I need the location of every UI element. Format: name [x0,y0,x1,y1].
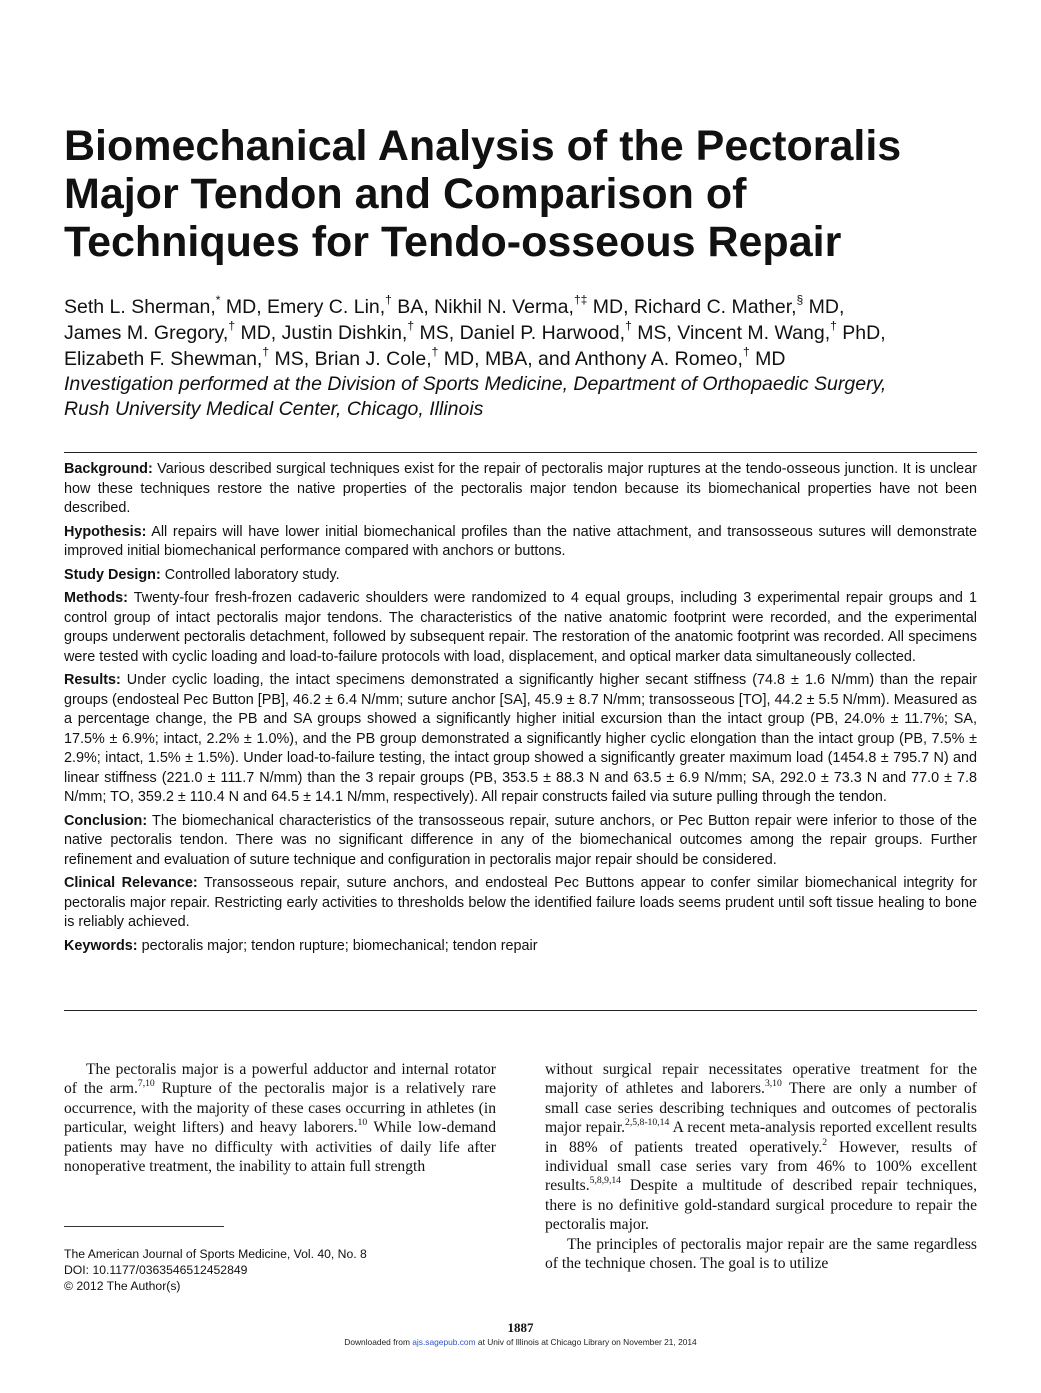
text-run: MS, Brian J. Cole, [269,348,432,370]
text-run: The pectoralis major is a powerful adductor and internal rotator of the arm. [64,1061,496,1098]
text-run: A recent meta-analysis reported excellent results in 88% of patients treated operatively. [545,1119,977,1156]
author-line [64,294,994,320]
superscript-marker: † [625,318,632,333]
affiliation [64,372,994,422]
abstract-section-text: Various described surgical techniques exist for the repair of pectoralis major ruptures at the tendo-osseous junction. It is unclear how these techniques restore the native properties of the pectoralis major tendon because its biomechanical properties have not been described. [64,461,977,516]
superscript-marker: † [228,318,236,333]
abstract-section-label: Study Design: [64,566,161,583]
text-run: PhD, [836,322,886,344]
abstract-section-label: Background: [64,461,153,477]
download-suffix: at Univ of Illinois at Chicago Library on November 21, 2014 [475,1337,697,1347]
superscript-marker: * [215,292,221,307]
superscript-marker: 2 [822,1136,828,1148]
abstract-section-text: Twenty-four fresh-frozen cadaveric shoulders were randomized to 4 equal groups, including 3 experimental repair groups and 1 control group of intact pectoralis major tendons. The characteristics of the native anatomic footprint were recorded, and the experimental groups underwent pectoralis detachment, followed by subsequent repair. The restoration of the anatomic footprint was recorded. All specimens were tested with cyclic loading and load-to-failure protocols with load, displacement, and optical marker data simultaneously collected. [64,590,977,665]
affiliation-line: Investigation performed at the Division of Sports Medicine, Department of Orthopaedic Surgery, [64,373,887,395]
body-paragraph [545,1235,977,1274]
abstract-section-label: Conclusion: [64,812,148,829]
download-link[interactable]: ajs.sagepub.com [412,1337,476,1347]
abstract-section [64,566,977,586]
download-notice [0,1337,1041,1347]
text-run: MS, Daniel P. Harwood, [414,322,626,344]
abstract-bottom-rule [64,1010,977,1011]
text-run: MS, Vincent M. Wang, [631,322,831,344]
text-run: MD [749,348,786,370]
superscript-marker: † [742,344,750,359]
abstract-section-text: pectoralis major; tendon rupture; biomechanical; tendon repair [137,937,538,954]
superscript-marker: † [830,318,837,333]
abstract-section-text: All repairs will have lower initial biomechanical profiles than the native attachment, and transosseous sutures will demonstrate improved initial biomechanical performance compared with anchors or buttons. [64,523,977,559]
superscript-marker: † [407,318,415,333]
doi: DOI: 10.1177/0363546512452849 [64,1263,248,1277]
text-run: Seth L. Sherman, [64,296,216,318]
superscript-marker: 2,5,8-10,14 [625,1116,670,1128]
text-run: Elizabeth F. Shewman, [64,348,263,370]
abstract-section-text: Controlled laboratory study. [160,566,340,583]
text-run: BA, Nikhil N. Verma, [391,296,574,318]
text-run: MD, Richard C. Mather, [587,296,797,318]
page-number: 1887 [507,1320,534,1335]
abstract-section-text: Under cyclic loading, the intact specimens demonstrated a significantly higher secant stiffness (74.8 ± 1.6 N/mm) than the repair groups (endosteal Pec Button [PB], 46.2 ± 6.4 N/mm; suture anchor [SA], 45.9 ± 8.7 N/mm; transosseous [TO], 44.2 ± 5.5 N/mm). Measured as a percentage change, the PB and SA groups showed a significantly higher initial excursion than the intact group (PB, 24.0% ± 11.7%; SA, 17.5% ± 6.9%; intact, 2.2% ± 1.0%), and the PB group demonstrated a significantly higher cyclic elongation than the intact group (PB, 7.5% ± 2.9%; intact, 1.5% ± 1.5%). Under load-to-failure testing, the intact group showed a significantly greater maximum load (1454.8 ± 795.7 N) and linear stiffness (221.0 ± 111.7 N/mm) than the 3 repair groups (PB, 353.5 ± 88.3 N and 63.5 ± 6.9 N/mm; SA, 292.0 ± 73.3 N and 77.0 ± 7.8 N/mm; TO, 359.2 ± 110.4 N and 64.5 ± 14.1 N/mm, respectively). All repair constructs failed via suture pulling through the tendon. [64,672,977,805]
superscript-marker: †‡ [573,292,588,307]
author-line [64,320,994,346]
superscript-marker: 3,10 [764,1078,782,1090]
article-title [64,122,984,266]
abstract-section-label: Results: [64,672,121,688]
text-run: James M. Gregory, [64,322,229,344]
journal-footnote [64,1246,494,1294]
author-list [64,294,994,372]
abstract-section [64,937,977,957]
body-column-right [545,1060,977,1273]
author-line [64,346,994,372]
text-run: MD, Emery C. Lin, [220,296,386,318]
text-run: MD, [803,296,845,318]
superscript-marker: 5,8,9,14 [589,1175,622,1187]
text-run: There are only a number of small case series describing techniques and outcomes of pectoralis major repair. [545,1080,977,1137]
abstract-section [64,874,977,933]
footnote-rule [64,1226,224,1227]
affiliation-line: Rush University Medical Center, Chicago, Illinois [64,398,484,420]
abstract-top-rule [64,452,977,453]
text-run: MD, Justin Dishkin, [235,322,408,344]
abstract-section-label: Methods: [64,590,128,606]
text-run: Despite a multitude of described repair techniques, there is no definitive gold-standard surgical procedure to repair the pectoralis major. [545,1177,977,1234]
superscript-marker: 10 [357,1116,368,1128]
text-run: without surgical repair necessitates operative treatment for the majority of athletes and laborers. [545,1061,977,1098]
text-run: While low-demand patients may have no difficulty with activities of daily life after nonoperative treatment, the inability to attain full strength [64,1119,497,1176]
body-paragraph [64,1060,496,1176]
superscript-marker: † [385,292,392,307]
superscript-marker: § [796,292,804,307]
copyright: © 2012 The Author(s) [64,1279,181,1293]
text-run: However, results of individual small case series vary from 46% to 100% excellent results. [545,1138,977,1195]
text-run: The principles of pectoralis major repair are the same regardless of the technique chosen. The goal is to utilize [545,1235,977,1273]
title-line: Biomechanical Analysis of the Pectoralis [64,122,902,170]
superscript-marker: † [262,344,270,359]
abstract-section [64,460,977,519]
abstract-section-label: Clinical Relevance: [64,875,198,891]
body-paragraph [545,1060,977,1235]
abstract-section-text: Transosseous repair, suture anchors, and endosteal Pec Buttons appear to confer similar biomechanical integrity for pectoralis major repair. Restricting early activities to thresholds below the identified failure loads seems prudent until soft tissue healing to bone is reliably achieved. [64,875,977,930]
abstract-section [64,589,977,667]
body-column-left [64,1060,496,1176]
title-line: Major Tendon and Comparison of [64,170,747,218]
abstract [64,460,977,960]
abstract-section [64,671,977,808]
abstract-section [64,812,977,871]
abstract-section [64,523,977,562]
superscript-marker: † [431,344,439,359]
journal-citation: The American Journal of Sports Medicine, Vol. 40, No. 8 [64,1247,367,1261]
download-prefix: Downloaded from [344,1337,413,1347]
abstract-section-label: Keywords: [64,937,138,954]
text-run: Rupture of the pectoralis major is a relatively rare occurrence, with the majority of these cases occurring in athletes (in particular, weight lifters) and heavy laborers. [64,1080,496,1137]
abstract-section-text: The biomechanical characteristics of the transosseous repair, suture anchors, or Pec Button repair were inferior to those of the native pectoralis tendon. There was no significant difference in any of the biomechanical outcomes among the repair groups. Further refinement and evaluation of suture technique and configuration in pectoralis major repair should be considered. [64,812,977,868]
text-run: MD, MBA, and Anthony A. Romeo, [438,348,743,370]
title-line: Techniques for Tendo-osseous Repair [64,218,842,266]
abstract-section-label: Hypothesis: [64,523,147,540]
superscript-marker: 7,10 [137,1078,155,1090]
